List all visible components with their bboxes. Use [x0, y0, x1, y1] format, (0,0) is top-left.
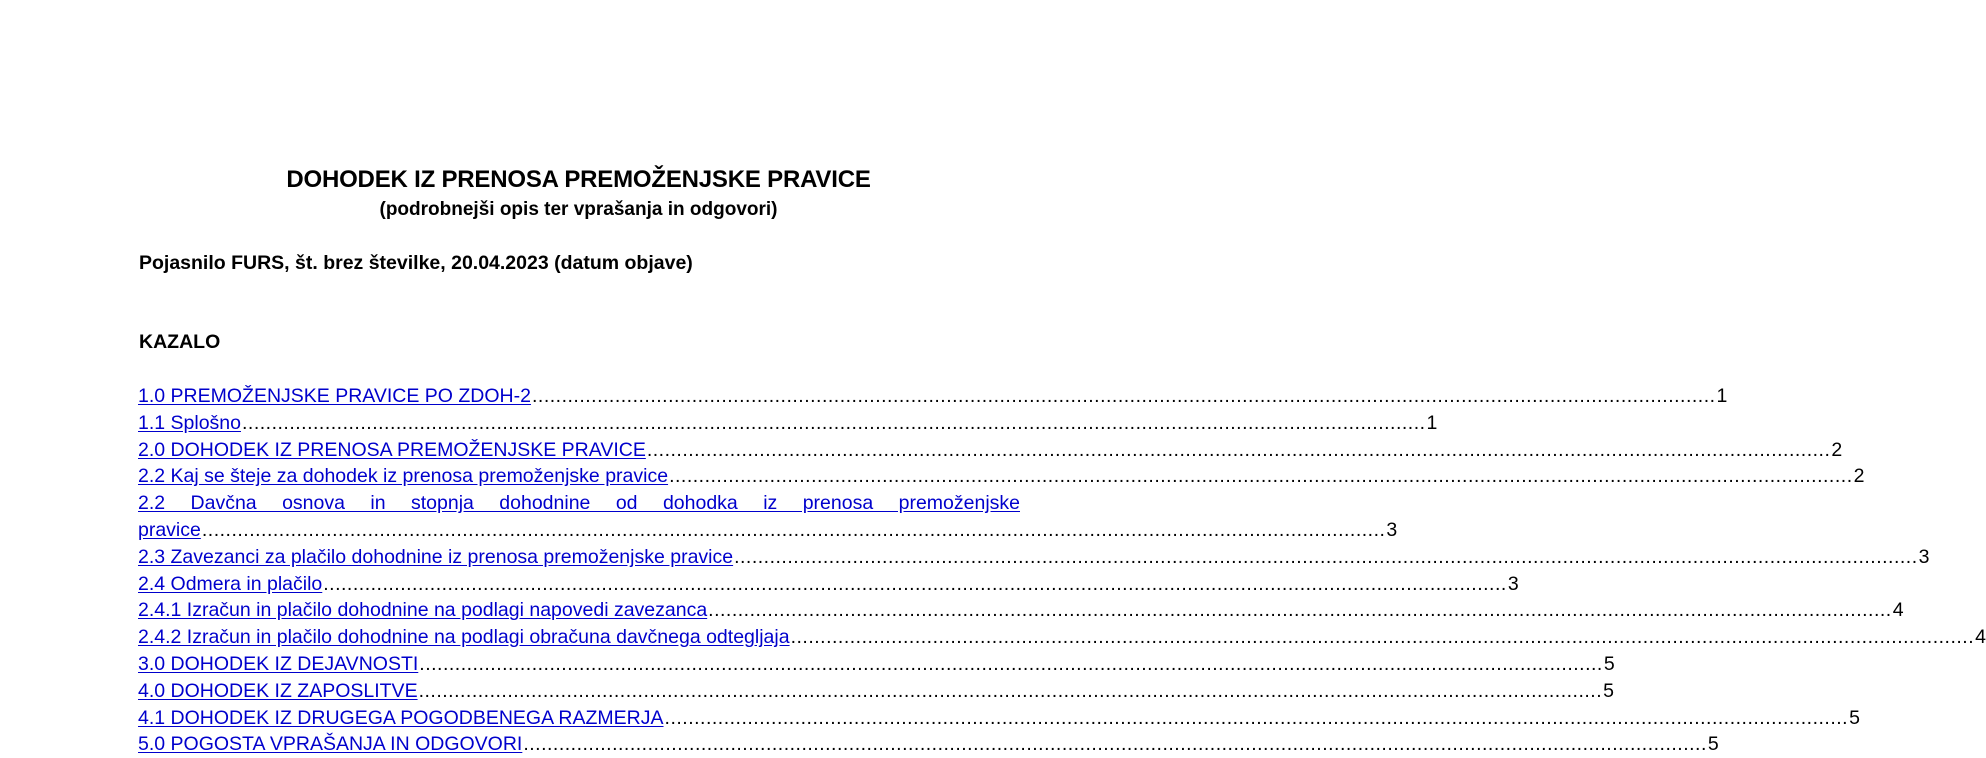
toc-page-number: 4	[1975, 626, 1986, 649]
toc-link[interactable]: 2.4 Odmera in plačilo	[138, 572, 323, 595]
toc-leader-dots	[708, 597, 1892, 624]
toc-entry	[138, 490, 1398, 544]
toc-entry	[138, 678, 1614, 705]
toc-link[interactable]: 4.0 DOHODEK IZ ZAPOSLITVE	[138, 679, 418, 702]
toc-entry	[138, 463, 1865, 490]
toc-link[interactable]: 2.0 DOHODEK IZ PRENOSA PREMOŽENJSKE PRAVICE	[138, 438, 646, 461]
toc-link[interactable]: 2.4.2 Izračun in plačilo dohodnine na podlagi obračuna davčnega odtegljaja	[138, 626, 790, 649]
toc-link[interactable]: pravice	[138, 518, 201, 541]
toc-page-number: 5	[1603, 652, 1615, 675]
toc-entry	[138, 437, 1843, 464]
toc-link[interactable]: 2.4.1 Izračun in plačilo dohodnine na podlagi napovedi zavezanca	[138, 599, 708, 622]
toc-entry	[138, 651, 1615, 678]
toc-entry	[138, 571, 1519, 598]
toc-leader-dots	[665, 705, 1849, 732]
toc-page-number: 4	[1892, 599, 1904, 622]
toc-entry	[138, 731, 1719, 758]
toc-entry	[138, 410, 1438, 437]
toc-leader-dots	[669, 463, 1853, 490]
toc-leader-dots	[734, 544, 1918, 571]
document-reference: Pojasnilo FURS, št. brez številke, 20.04.2023 (datum objave)	[139, 252, 693, 274]
toc-page-number: 1	[1716, 385, 1728, 407]
table-of-contents	[138, 383, 1986, 758]
toc-page-number: 3	[1918, 545, 1930, 568]
toc-link[interactable]: 4.1 DOHODEK IZ DRUGEGA POGODBENEGA RAZMERJA	[138, 706, 664, 729]
toc-page-number: 5	[1707, 733, 1719, 756]
toc-leader-dots	[242, 410, 1426, 437]
toc-entry	[138, 597, 1904, 624]
toc-entry	[138, 383, 1728, 410]
toc-page-number: 3	[1507, 572, 1519, 595]
toc-entry-continuation	[138, 517, 1398, 544]
toc-leader-dots	[791, 624, 1975, 651]
toc-link[interactable]: 5.0 POGOSTA VPRAŠANJA IN ODGOVORI	[138, 733, 523, 756]
toc-leader-dots	[647, 437, 1831, 464]
toc-page-number: 2	[1853, 465, 1865, 488]
toc-leader-dots	[532, 383, 1716, 410]
toc-leader-dots	[419, 651, 1603, 678]
toc-link[interactable]: 1.1 Splošno	[138, 411, 241, 434]
document-title: DOHODEK IZ PRENOSA PREMOŽENJSKE PRAVICE	[286, 166, 871, 193]
toc-heading: KAZALO	[139, 331, 221, 353]
toc-leader-dots	[202, 517, 1386, 544]
toc-page-number: 5	[1849, 706, 1860, 729]
toc-leader-dots	[523, 731, 1707, 758]
toc-entry	[138, 544, 1930, 571]
toc-link[interactable]: 3.0 DOHODEK IZ DEJAVNOSTI	[138, 652, 419, 675]
toc-link[interactable]: 2.2 Davčna osnova in stopnja dohodnine od dohodka iz prenosa premoženjske	[138, 492, 1020, 515]
toc-entry	[138, 624, 1986, 651]
toc-page-number: 5	[1603, 679, 1614, 702]
toc-link[interactable]: 1.0 PREMOŽENJSKE PRAVICE PO ZDOH-2	[138, 385, 531, 407]
toc-leader-dots	[323, 571, 1507, 598]
toc-entry	[138, 705, 1860, 732]
toc-page-number: 2	[1831, 438, 1843, 461]
toc-leader-dots	[419, 678, 1603, 705]
toc-page-number: 1	[1426, 411, 1438, 434]
toc-link[interactable]: 2.2 Kaj se šteje za dohodek iz prenosa premoženjske pravice	[138, 465, 669, 488]
toc-page-number: 3	[1386, 518, 1398, 541]
toc-link[interactable]: 2.3 Zavezanci za plačilo dohodnine iz prenosa premoženjske pravice	[138, 545, 734, 568]
document-subtitle: (podrobnejši opis ter vprašanja in odgovori)	[379, 199, 778, 220]
